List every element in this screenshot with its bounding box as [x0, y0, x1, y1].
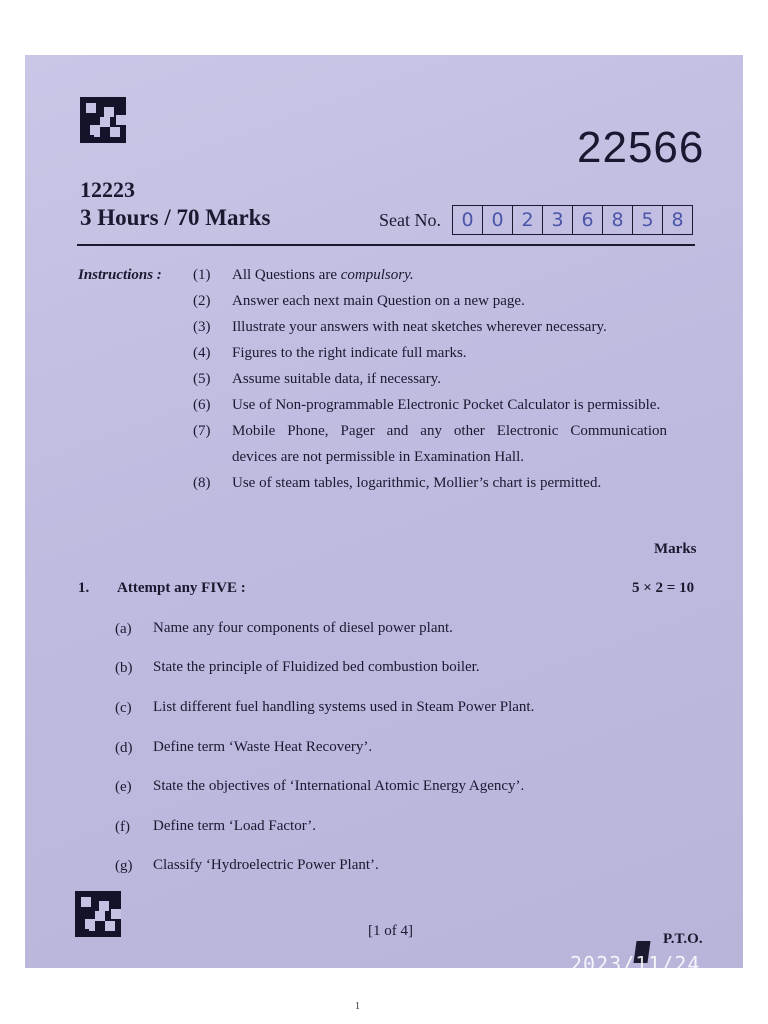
part-label: (f) — [115, 819, 130, 835]
question-number: 1. — [78, 580, 90, 596]
subject-code: 12223 — [80, 177, 135, 202]
part-label: (g) — [115, 858, 133, 874]
question-marks: 5 × 2 = 10 — [632, 580, 695, 596]
seat-label: Seat No. — [379, 210, 441, 230]
header-divider — [77, 244, 695, 246]
instruction-number: (7) — [193, 423, 211, 439]
seat-digit: 3 — [543, 206, 573, 234]
instruction-text-continued: devices are not permissible in Examination Hall. — [232, 449, 525, 465]
barcode-icon — [75, 891, 121, 937]
page-number: [1 of 4] — [368, 923, 413, 939]
pto-label: P.T.O. — [663, 931, 703, 947]
instruction-number: (2) — [193, 293, 211, 309]
seat-digit: 0 — [453, 206, 483, 234]
instruction-text: Illustrate your answers with neat sketches wherever necessary. — [232, 319, 607, 335]
instruction-text — [232, 262, 702, 288]
part-label: (b) — [115, 660, 133, 676]
instruction-text: Mobile Phone, Pager and any other Electronic Communication — [232, 423, 667, 439]
instruction-text: Figures to the right indicate full marks. — [232, 345, 467, 361]
barcode-icon — [80, 97, 126, 143]
instruction-number: (1) — [193, 267, 211, 283]
seat-digit: 0 — [483, 206, 513, 234]
exam-sheet — [25, 55, 743, 1000]
part-text: Name any four components of diesel power plant. — [153, 620, 453, 636]
seat-digit: 5 — [633, 206, 663, 234]
instruction-number: (8) — [193, 475, 211, 491]
instruction-number: (6) — [193, 397, 211, 413]
seat-digit: 2 — [513, 206, 543, 234]
photo-timestamp: 2023/11/24 16:24 — [570, 952, 701, 1000]
instruction-text: Answer each next main Question on a new page. — [232, 293, 525, 309]
instructions-label: Instructions : — [78, 267, 162, 283]
part-text: State the objectives of ‘International Atomic Energy Agency’. — [153, 778, 525, 794]
scan-page-number: 1 — [355, 1001, 360, 1012]
duration-marks: 3 Hours / 70 Marks — [80, 205, 271, 230]
instruction-text: Assume suitable data, if necessary. — [232, 371, 441, 387]
marks-heading: Marks — [654, 541, 697, 557]
paper-code: 22566 — [577, 123, 705, 172]
part-label: (d) — [115, 740, 133, 756]
seat-digit: 6 — [573, 206, 603, 234]
part-label: (c) — [115, 700, 132, 716]
instruction-text-content: All Questions are compulsory. — [232, 267, 414, 283]
part-text: Define term ‘Waste Heat Recovery’. — [153, 739, 373, 755]
part-label: (a) — [115, 621, 132, 637]
part-text: Define term ‘Load Factor’. — [153, 818, 316, 834]
question-title: Attempt any FIVE : — [117, 580, 246, 596]
instruction-number: (4) — [193, 345, 211, 361]
part-text: Classify ‘Hydroelectric Power Plant’. — [153, 857, 379, 873]
seat-digit: 8 — [671, 209, 684, 231]
seat-number-box — [452, 205, 693, 235]
seat-digit: 8 — [603, 206, 633, 234]
part-text: State the principle of Fluidized bed combustion boiler. — [153, 659, 480, 675]
instruction-number: (5) — [193, 371, 211, 387]
instruction-number: (3) — [193, 319, 211, 335]
instruction-text: Use of steam tables, logarithmic, Mollier’s chart is permitted. — [232, 475, 602, 491]
instruction-text: Use of Non-programmable Electronic Pocket Calculator is permissible. — [232, 397, 661, 413]
part-text: List different fuel handling systems used in Steam Power Plant. — [153, 699, 535, 715]
part-label: (e) — [115, 779, 132, 795]
